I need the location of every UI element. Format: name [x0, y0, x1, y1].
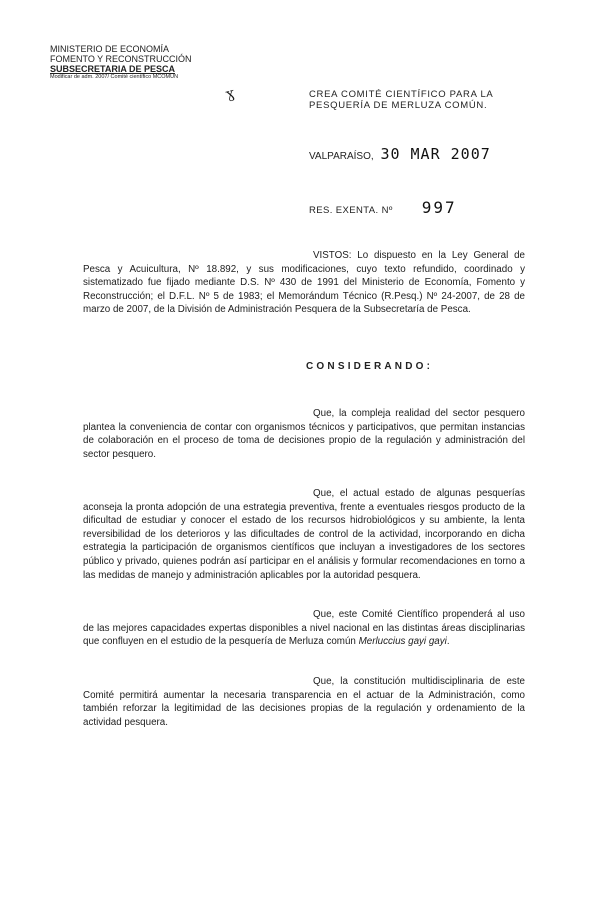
- ministry-line: MINISTERIO DE ECONOMÍA: [50, 44, 170, 54]
- considerando-paragraph-2: Que, el actual estado de algunas pesquerías aconseja la pronta adopción de una estrategia preventiva, frente a eventuales riesgos producto de la dificultad de estudiar y conocer el estado de los recursos hidrobiológicos y su ambiente, la lenta reversibilidad de los deterioros y las dificultades de control de la actividad, incorporando en dicha estrategia la participación de organismos científicos que incluyan a investigadores de los sectores público y privado, quienes podrán así participar en el análisis y formular recomendaciones en torno a las medidas de manejo y administración aplicables por la autoridad pesquera.: [83, 488, 525, 581]
- undersecretariat-line: SUBSECRETARIA DE PESCA: [50, 64, 176, 74]
- title-line-2: PESQUERÍA DE MERLUZA COMÚN.: [309, 100, 488, 111]
- considerando-heading: CONSIDERANDO:: [306, 361, 434, 372]
- ministry-subline: FOMENTO Y RECONSTRUCCIÓN: [50, 54, 192, 64]
- ministry-header: [50, 44, 192, 81]
- date-line: [309, 145, 491, 163]
- vistos-paragraph: VISTOS: Lo dispuesto en la Ley General de Pesca y Acuicultura, Nº 18.892, y sus modificaciones, cuyo texto refundido, coordinado y sistematizado fue fijado mediante D.S. Nº 430 de 1991 del Ministerio de Economía, Fomento y Reconstrucción; el D.F.L. Nº 5 de 1983; el Memorándum Técnico (R.Pesq.) Nº 24-2007, de 28 de marzo de 2007, de la División de Administración Pesquera de la Subsecretaría de Pesca.: [83, 250, 525, 316]
- date-stamp: 30 MAR 2007: [380, 145, 491, 163]
- paragraph-3-end: .: [446, 636, 450, 648]
- resolution-number-line: [309, 198, 457, 217]
- title-line-1: CREA COMITÉ CIENTÍFICO PARA LA: [309, 89, 494, 100]
- species-name: Merluccius gayi gayi: [358, 636, 447, 648]
- paragraph-3-text: Que, este Comité Científico propenderá al uso de las mejores capacidades expertas disponibles a nivel nacional en las distintas áreas disciplinarias que confluyen en el estudio de la pesquería de Merluza común: [83, 609, 525, 648]
- date-place: VALPARAÍSO,: [309, 151, 374, 162]
- resolution-label: RES. EXENTA. Nº: [309, 205, 393, 216]
- considerando-paragraph-1: Que, la compleja realidad del sector pesquero plantea la conveniencia de contar con organismos técnicos y participativos, que permitan instancias de colaboración en el proceso de toma de decisiones propio de la regulación y administración del sector pesquero.: [83, 408, 525, 460]
- considerando-paragraph-4: Que, la constitución multidisciplinaria de este Comité permitirá aumentar la necesaria transparencia en el actuar de la Administración, como también reforzar la legitimidad de las decisiones propias de la regulación y ordenamiento de la actividad pesquera.: [83, 676, 525, 728]
- initials-mark: ɣ: [224, 85, 237, 103]
- resolution-number: 997: [421, 198, 457, 217]
- file-reference: Modificar de adm. 2007/ Comité científico MCOMUN: [50, 74, 179, 80]
- considerando-paragraph-3: [83, 608, 525, 649]
- resolution-title: [309, 89, 529, 111]
